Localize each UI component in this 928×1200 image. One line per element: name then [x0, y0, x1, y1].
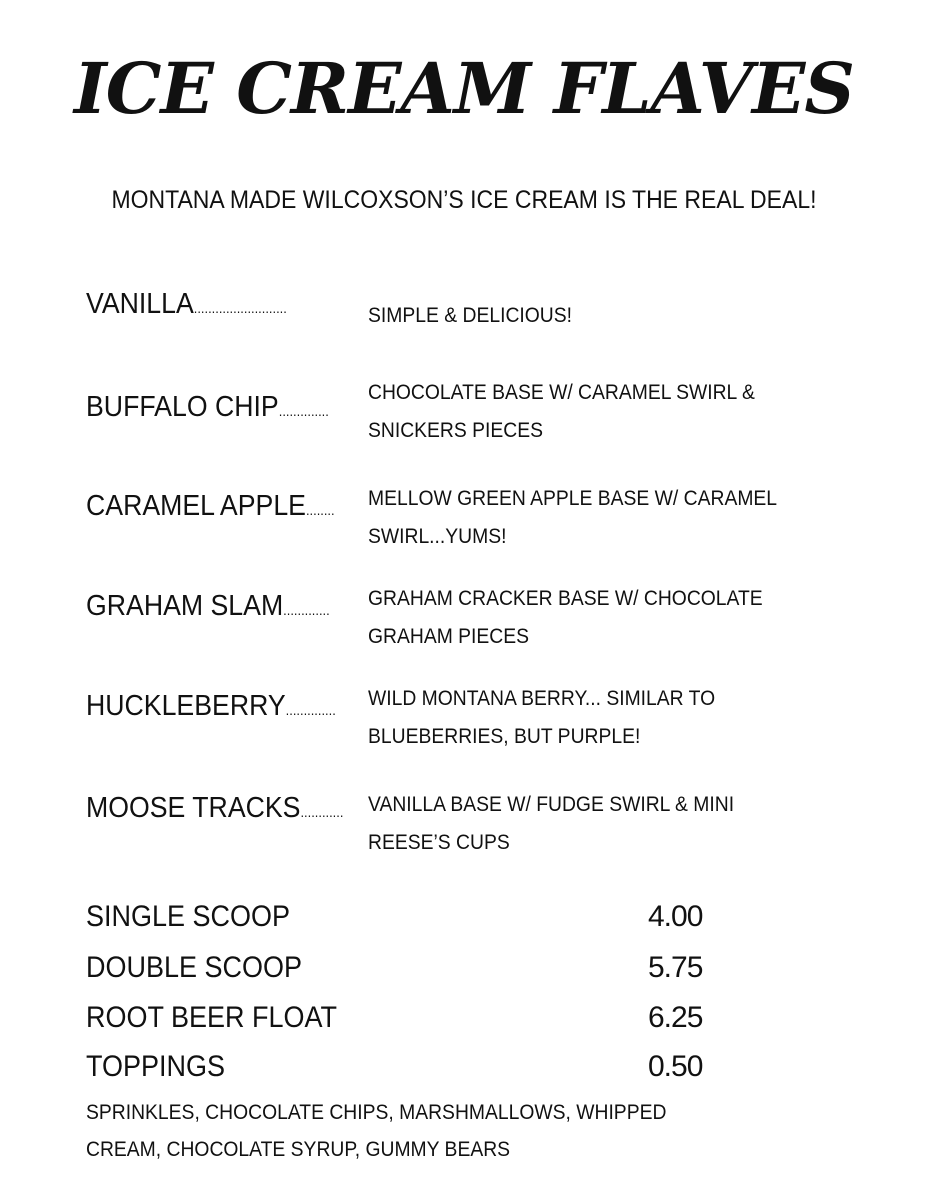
- price-row-single-scoop: [86, 902, 786, 942]
- flavor-name: [86, 592, 330, 621]
- flavor-name-text: CARAMEL APPLE: [86, 490, 306, 522]
- price-label: SINGLE SCOOP: [86, 900, 291, 933]
- flavor-name: [86, 290, 287, 319]
- price-value: 0.50: [648, 1050, 703, 1083]
- price-value: 6.25: [648, 1001, 703, 1034]
- flavor-name: [86, 794, 343, 823]
- flavor-description: SIMPLE & DELICIOUS!: [368, 304, 572, 327]
- flavor-name: [86, 393, 329, 422]
- menu-subtitle: MONTANA MADE WILCOXSON’S ICE CREAM IS THE REAL DEAL!: [111, 186, 817, 214]
- leader-dots: ............: [300, 804, 344, 820]
- flavor-description: MELLOW GREEN APPLE BASE W/ CARAMEL SWIRL...YUMS!: [368, 487, 777, 548]
- flavor-name-text: GRAHAM SLAM: [86, 590, 284, 622]
- toppings-list: SPRINKLES, CHOCOLATE CHIPS, MARSHMALLOWS, WHIPPED CREAM, CHOCOLATE SYRUP, GUMMY BEARS: [86, 1101, 667, 1161]
- flavor-description: CHOCOLATE BASE W/ CARAMEL SWIRL & SNICKERS PIECES: [368, 381, 755, 442]
- price-value: 4.00: [648, 900, 703, 933]
- leader-dots: ........: [305, 502, 335, 518]
- flavor-description: GRAHAM CRACKER BASE W/ CHOCOLATE GRAHAM PIECES: [368, 587, 763, 648]
- price-label: TOPPINGS: [86, 1050, 226, 1083]
- price-value: 5.75: [648, 951, 703, 984]
- flavor-description: VANILLA BASE W/ FUDGE SWIRL & MINI REESE’S CUPS: [368, 793, 735, 854]
- flavor-name-text: BUFFALO CHIP: [86, 391, 279, 423]
- price-label: DOUBLE SCOOP: [86, 951, 303, 984]
- price-row-double-scoop: [86, 953, 786, 993]
- leader-dots: ..............: [278, 403, 329, 419]
- flavor-name-text: VANILLA: [86, 288, 194, 320]
- leader-dots: ..........................: [193, 300, 287, 316]
- flavor-name: [86, 692, 336, 721]
- flavor-name-text: HUCKLEBERRY: [86, 690, 286, 722]
- price-label: ROOT BEER FLOAT: [86, 1001, 338, 1034]
- flavor-name: [86, 492, 335, 521]
- price-row-root-beer-float: [86, 1003, 786, 1043]
- leader-dots: ..............: [285, 702, 336, 718]
- flavor-name-text: MOOSE TRACKS: [86, 792, 301, 824]
- menu-title: ICE CREAM FLAVES: [74, 47, 854, 130]
- flavor-description: WILD MONTANA BERRY... SIMILAR TO BLUEBERRIES, BUT PURPLE!: [368, 687, 716, 748]
- leader-dots: .............: [283, 602, 330, 618]
- price-row-toppings: [86, 1052, 786, 1092]
